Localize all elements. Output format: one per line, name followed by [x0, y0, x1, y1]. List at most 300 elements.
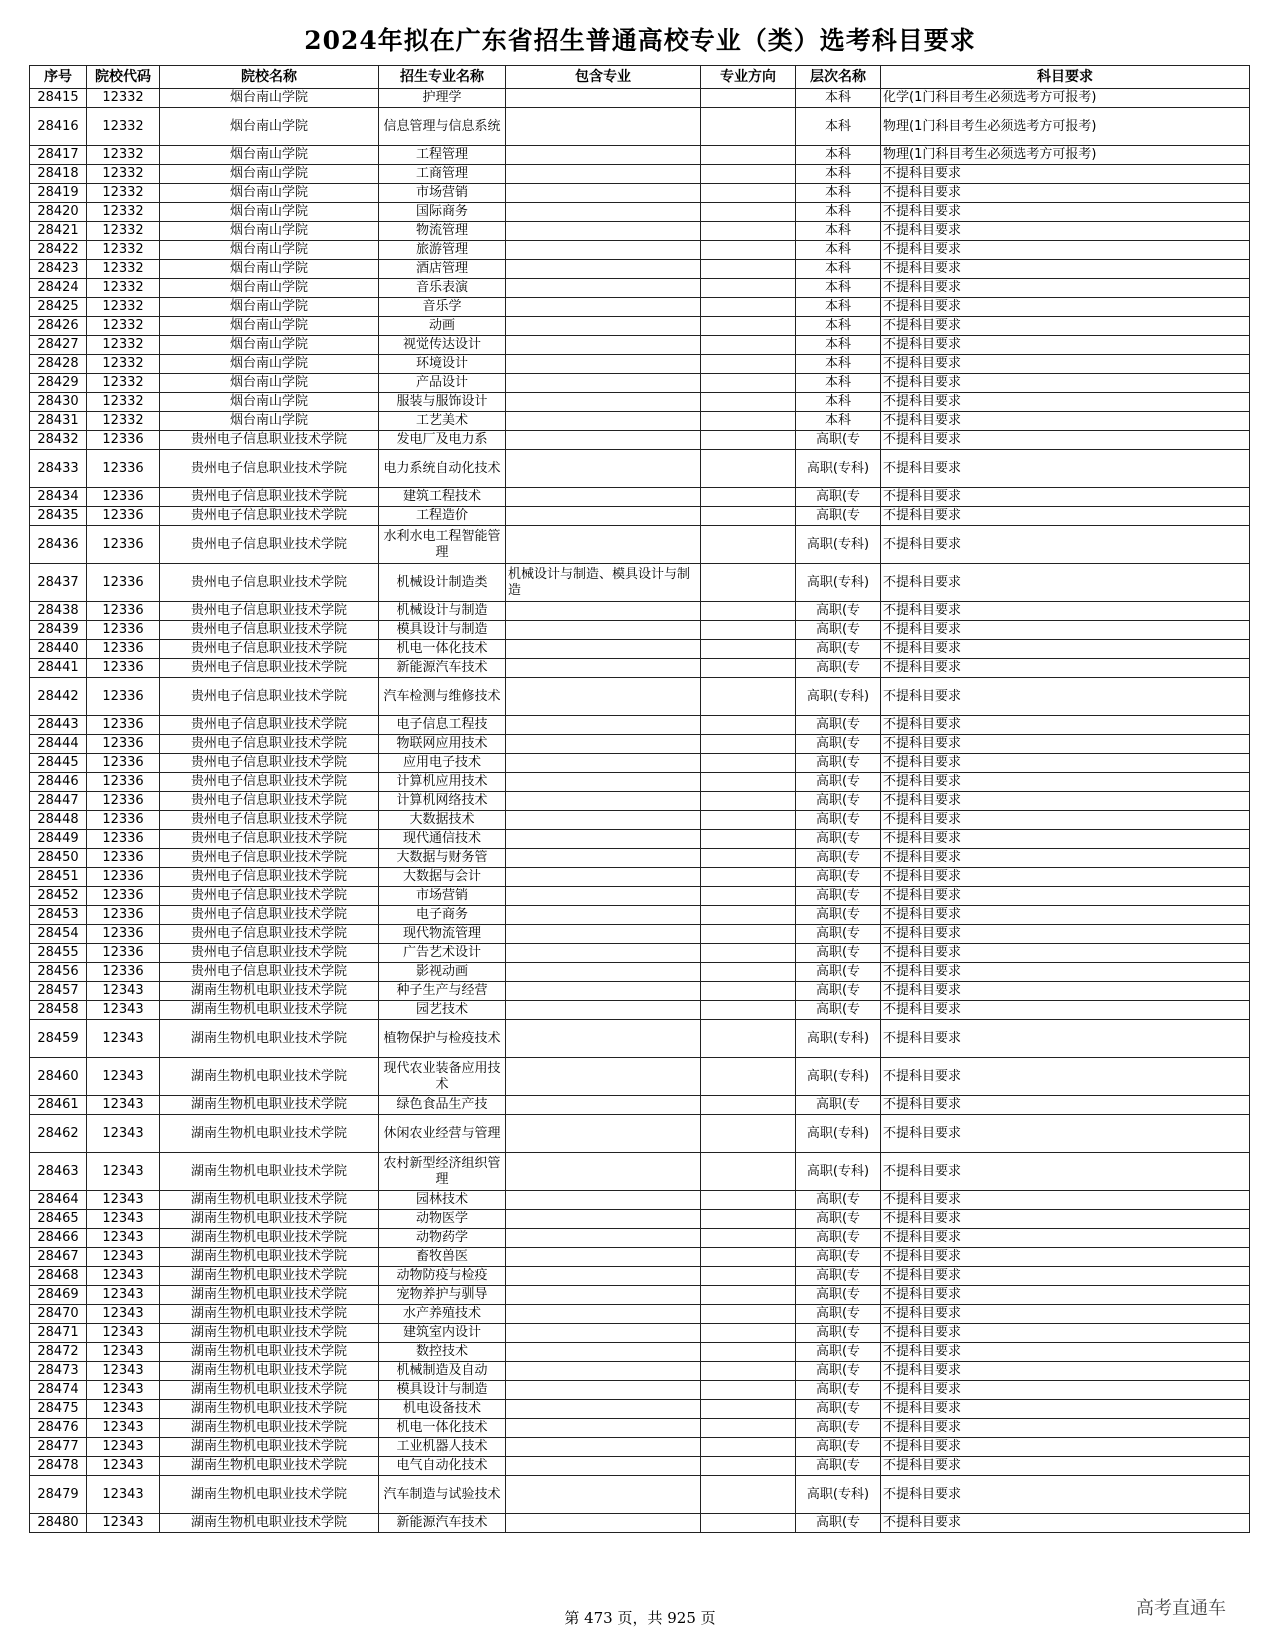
cell-level: 本科	[796, 317, 881, 336]
cell-included-majors	[506, 906, 701, 925]
cell-school-code: 12336	[87, 811, 160, 830]
cell-school-name: 贵州电子信息职业技术学院	[160, 925, 379, 944]
table-row	[30, 830, 1250, 849]
cell-school-name: 贵州电子信息职业技术学院	[160, 526, 379, 564]
cell-seq: 28448	[30, 811, 87, 830]
cell-included-majors	[506, 1343, 701, 1362]
cell-seq: 28457	[30, 982, 87, 1001]
cell-level: 高职(专	[796, 1001, 881, 1020]
cell-school-name: 湖南生物机电职业技术学院	[160, 1020, 379, 1058]
cell-major-direction	[701, 355, 796, 374]
cell-subject-requirement: 不提科目要求	[881, 1115, 1250, 1153]
table-row	[30, 1267, 1250, 1286]
table-row	[30, 203, 1250, 222]
cell-major-name: 新能源汽车技术	[379, 1514, 506, 1533]
cell-school-name: 贵州电子信息职业技术学院	[160, 431, 379, 450]
cell-major-name: 旅游管理	[379, 241, 506, 260]
cell-subject-requirement: 不提科目要求	[881, 336, 1250, 355]
cell-school-code: 12343	[87, 1191, 160, 1210]
cell-seq: 28458	[30, 1001, 87, 1020]
table-row	[30, 1153, 1250, 1191]
cell-seq: 28474	[30, 1381, 87, 1400]
cell-school-code: 12343	[87, 1343, 160, 1362]
cell-major-name: 机械制造及自动	[379, 1362, 506, 1381]
cell-included-majors	[506, 317, 701, 336]
cell-level: 高职(专	[796, 431, 881, 450]
cell-major-name: 模具设计与制造	[379, 1381, 506, 1400]
cell-school-code: 12343	[87, 1229, 160, 1248]
cell-level: 高职(专	[796, 754, 881, 773]
table-row	[30, 1020, 1250, 1058]
cell-major-direction	[701, 146, 796, 165]
cell-level: 高职(专	[796, 887, 881, 906]
cell-major-name: 计算机应用技术	[379, 773, 506, 792]
cell-school-name: 贵州电子信息职业技术学院	[160, 640, 379, 659]
cell-included-majors	[506, 678, 701, 716]
cell-school-name: 烟台南山学院	[160, 165, 379, 184]
cell-school-name: 贵州电子信息职业技术学院	[160, 830, 379, 849]
cell-subject-requirement: 不提科目要求	[881, 944, 1250, 963]
cell-seq: 28426	[30, 317, 87, 336]
cell-major-name: 汽车制造与试验技术	[379, 1476, 506, 1514]
cell-level: 高职(专	[796, 925, 881, 944]
cell-major-direction	[701, 925, 796, 944]
cell-seq: 28476	[30, 1419, 87, 1438]
cell-subject-requirement: 不提科目要求	[881, 830, 1250, 849]
cell-subject-requirement: 不提科目要求	[881, 526, 1250, 564]
cell-school-code: 12336	[87, 678, 160, 716]
cell-major-direction	[701, 393, 796, 412]
cell-included-majors	[506, 1457, 701, 1476]
cell-subject-requirement: 不提科目要求	[881, 1343, 1250, 1362]
cell-school-code: 12336	[87, 773, 160, 792]
cell-included-majors	[506, 526, 701, 564]
cell-school-name: 湖南生物机电职业技术学院	[160, 1514, 379, 1533]
cell-school-name: 贵州电子信息职业技术学院	[160, 716, 379, 735]
cell-major-name: 大数据与会计	[379, 868, 506, 887]
cell-included-majors	[506, 450, 701, 488]
cell-school-code: 12343	[87, 1096, 160, 1115]
cell-major-direction	[701, 602, 796, 621]
cell-major-direction	[701, 773, 796, 792]
cell-major-name: 汽车检测与维修技术	[379, 678, 506, 716]
cell-level: 高职(专	[796, 1191, 881, 1210]
cell-seq: 28440	[30, 640, 87, 659]
cell-major-name: 休闲农业经营与管理	[379, 1115, 506, 1153]
cell-subject-requirement: 不提科目要求	[881, 1210, 1250, 1229]
cell-major-name: 工程管理	[379, 146, 506, 165]
cell-included-majors	[506, 1324, 701, 1343]
cell-seq: 28415	[30, 89, 87, 108]
table-row	[30, 1419, 1250, 1438]
cell-level: 高职(专	[796, 602, 881, 621]
cell-major-name: 现代物流管理	[379, 925, 506, 944]
cell-included-majors	[506, 431, 701, 450]
cell-school-name: 烟台南山学院	[160, 393, 379, 412]
header-subject-requirement: 科目要求	[881, 66, 1250, 89]
cell-subject-requirement: 不提科目要求	[881, 507, 1250, 526]
cell-subject-requirement: 不提科目要求	[881, 887, 1250, 906]
cell-seq: 28444	[30, 735, 87, 754]
cell-level: 本科	[796, 222, 881, 241]
cell-seq: 28434	[30, 488, 87, 507]
cell-major-direction	[701, 488, 796, 507]
cell-subject-requirement: 不提科目要求	[881, 963, 1250, 982]
cell-major-name: 物流管理	[379, 222, 506, 241]
cell-school-name: 贵州电子信息职业技术学院	[160, 659, 379, 678]
cell-major-name: 音乐表演	[379, 279, 506, 298]
cell-school-code: 12332	[87, 184, 160, 203]
cell-major-name: 影视动画	[379, 963, 506, 982]
cell-major-name: 水利水电工程智能管理	[379, 526, 506, 564]
cell-level: 高职(专	[796, 1343, 881, 1362]
cell-included-majors	[506, 184, 701, 203]
cell-major-name: 数控技术	[379, 1343, 506, 1362]
cell-seq: 28451	[30, 868, 87, 887]
table-row	[30, 1400, 1250, 1419]
cell-school-code: 12343	[87, 1020, 160, 1058]
cell-subject-requirement: 不提科目要求	[881, 355, 1250, 374]
cell-school-name: 湖南生物机电职业技术学院	[160, 1248, 379, 1267]
cell-seq: 28437	[30, 564, 87, 602]
cell-included-majors	[506, 849, 701, 868]
table-row	[30, 564, 1250, 602]
cell-major-direction	[701, 564, 796, 602]
cell-school-code: 12343	[87, 1305, 160, 1324]
cell-level: 本科	[796, 241, 881, 260]
cell-seq: 28422	[30, 241, 87, 260]
table-row	[30, 1001, 1250, 1020]
cell-level: 高职(专	[796, 868, 881, 887]
cell-included-majors	[506, 925, 701, 944]
table-row	[30, 868, 1250, 887]
cell-seq: 28459	[30, 1020, 87, 1058]
cell-subject-requirement: 不提科目要求	[881, 412, 1250, 431]
cell-seq: 28433	[30, 450, 87, 488]
cell-school-name: 湖南生物机电职业技术学院	[160, 1362, 379, 1381]
cell-subject-requirement: 不提科目要求	[881, 1324, 1250, 1343]
cell-major-name: 市场营销	[379, 887, 506, 906]
cell-included-majors	[506, 1381, 701, 1400]
cell-major-name: 应用电子技术	[379, 754, 506, 773]
cell-subject-requirement: 不提科目要求	[881, 184, 1250, 203]
cell-school-name: 贵州电子信息职业技术学院	[160, 564, 379, 602]
cell-school-code: 12336	[87, 792, 160, 811]
cell-level: 本科	[796, 412, 881, 431]
cell-major-direction	[701, 1476, 796, 1514]
cell-seq: 28420	[30, 203, 87, 222]
cell-level: 高职(专	[796, 982, 881, 1001]
cell-included-majors	[506, 1400, 701, 1419]
header-school-name: 院校名称	[160, 66, 379, 89]
cell-seq: 28454	[30, 925, 87, 944]
cell-school-code: 12332	[87, 146, 160, 165]
cell-subject-requirement: 不提科目要求	[881, 1419, 1250, 1438]
cell-subject-requirement: 不提科目要求	[881, 1096, 1250, 1115]
cell-school-code: 12336	[87, 488, 160, 507]
cell-subject-requirement: 不提科目要求	[881, 1267, 1250, 1286]
cell-level: 高职(专	[796, 1096, 881, 1115]
cell-subject-requirement: 不提科目要求	[881, 1248, 1250, 1267]
cell-major-direction	[701, 868, 796, 887]
cell-seq: 28421	[30, 222, 87, 241]
table-row	[30, 887, 1250, 906]
cell-major-name: 机电一体化技术	[379, 1419, 506, 1438]
cell-major-name: 建筑室内设计	[379, 1324, 506, 1343]
table-row	[30, 811, 1250, 830]
table-row	[30, 1191, 1250, 1210]
cell-school-code: 12336	[87, 906, 160, 925]
cell-level: 本科	[796, 374, 881, 393]
cell-seq: 28455	[30, 944, 87, 963]
cell-included-majors	[506, 1438, 701, 1457]
cell-major-direction	[701, 260, 796, 279]
cell-major-name: 种子生产与经营	[379, 982, 506, 1001]
cell-included-majors	[506, 754, 701, 773]
cell-level: 高职(专	[796, 1381, 881, 1400]
cell-subject-requirement: 不提科目要求	[881, 450, 1250, 488]
cell-school-name: 贵州电子信息职业技术学院	[160, 963, 379, 982]
cell-school-code: 12332	[87, 298, 160, 317]
cell-level: 高职(专	[796, 963, 881, 982]
cell-major-direction	[701, 1153, 796, 1191]
cell-level: 高职(专	[796, 1210, 881, 1229]
header-school-code: 院校代码	[87, 66, 160, 89]
cell-major-direction	[701, 906, 796, 925]
cell-subject-requirement: 不提科目要求	[881, 982, 1250, 1001]
cell-major-name: 服装与服饰设计	[379, 393, 506, 412]
cell-school-code: 12343	[87, 1001, 160, 1020]
cell-major-name: 模具设计与制造	[379, 621, 506, 640]
cell-major-direction	[701, 1343, 796, 1362]
cell-seq: 28435	[30, 507, 87, 526]
cell-school-code: 12343	[87, 1115, 160, 1153]
cell-school-name: 烟台南山学院	[160, 146, 379, 165]
cell-major-direction	[701, 317, 796, 336]
cell-level: 高职(专	[796, 792, 881, 811]
cell-major-name: 机电一体化技术	[379, 640, 506, 659]
cell-included-majors	[506, 1058, 701, 1096]
table-row	[30, 165, 1250, 184]
table-row	[30, 393, 1250, 412]
cell-major-direction	[701, 298, 796, 317]
cell-major-direction	[701, 1438, 796, 1457]
header-major-name: 招生专业名称	[379, 66, 506, 89]
table-row	[30, 735, 1250, 754]
cell-major-name: 机械设计制造类	[379, 564, 506, 602]
cell-major-direction	[701, 963, 796, 982]
cell-subject-requirement: 不提科目要求	[881, 1400, 1250, 1419]
cell-major-name: 绿色食品生产技	[379, 1096, 506, 1115]
cell-school-code: 12336	[87, 925, 160, 944]
cell-seq: 28464	[30, 1191, 87, 1210]
cell-major-name: 发电厂及电力系	[379, 431, 506, 450]
cell-school-name: 烟台南山学院	[160, 279, 379, 298]
cell-school-code: 12332	[87, 260, 160, 279]
cell-major-name: 产品设计	[379, 374, 506, 393]
cell-seq: 28472	[30, 1343, 87, 1362]
cell-seq: 28453	[30, 906, 87, 925]
cell-major-name: 大数据与财务管	[379, 849, 506, 868]
cell-level: 本科	[796, 146, 881, 165]
cell-subject-requirement: 不提科目要求	[881, 659, 1250, 678]
cell-school-name: 烟台南山学院	[160, 260, 379, 279]
cell-subject-requirement: 不提科目要求	[881, 1457, 1250, 1476]
header-major-direction: 专业方向	[701, 66, 796, 89]
cell-seq: 28466	[30, 1229, 87, 1248]
cell-included-majors	[506, 412, 701, 431]
cell-major-direction	[701, 241, 796, 260]
table-row	[30, 621, 1250, 640]
cell-major-direction	[701, 1267, 796, 1286]
cell-seq: 28478	[30, 1457, 87, 1476]
cell-school-code: 12336	[87, 431, 160, 450]
cell-subject-requirement: 不提科目要求	[881, 792, 1250, 811]
cell-school-code: 12336	[87, 830, 160, 849]
header-included-majors: 包含专业	[506, 66, 701, 89]
cell-major-direction	[701, 89, 796, 108]
cell-included-majors	[506, 1096, 701, 1115]
cell-major-direction	[701, 1058, 796, 1096]
cell-seq: 28479	[30, 1476, 87, 1514]
cell-school-code: 12336	[87, 659, 160, 678]
cell-subject-requirement: 不提科目要求	[881, 849, 1250, 868]
cell-included-majors	[506, 393, 701, 412]
table-row	[30, 450, 1250, 488]
cell-school-name: 湖南生物机电职业技术学院	[160, 1476, 379, 1514]
cell-level: 本科	[796, 203, 881, 222]
cell-school-name: 湖南生物机电职业技术学院	[160, 1096, 379, 1115]
cell-included-majors	[506, 887, 701, 906]
cell-major-direction	[701, 1210, 796, 1229]
cell-school-name: 烟台南山学院	[160, 184, 379, 203]
table-row	[30, 336, 1250, 355]
cell-major-name: 新能源汽车技术	[379, 659, 506, 678]
cell-seq: 28460	[30, 1058, 87, 1096]
table-row	[30, 1210, 1250, 1229]
table-row	[30, 146, 1250, 165]
cell-seq: 28467	[30, 1248, 87, 1267]
cell-included-majors	[506, 621, 701, 640]
cell-included-majors	[506, 716, 701, 735]
cell-major-name: 电子商务	[379, 906, 506, 925]
cell-major-direction	[701, 830, 796, 849]
cell-school-name: 烟台南山学院	[160, 355, 379, 374]
table-row	[30, 1305, 1250, 1324]
cell-major-name: 工程造价	[379, 507, 506, 526]
table-row	[30, 906, 1250, 925]
requirements-table	[29, 65, 1250, 1533]
cell-level: 高职(专科)	[796, 564, 881, 602]
cell-major-name: 现代农业装备应用技术	[379, 1058, 506, 1096]
cell-major-direction	[701, 165, 796, 184]
cell-subject-requirement: 不提科目要求	[881, 564, 1250, 602]
cell-seq: 28477	[30, 1438, 87, 1457]
cell-major-direction	[701, 222, 796, 241]
cell-major-name: 市场营销	[379, 184, 506, 203]
cell-seq: 28446	[30, 773, 87, 792]
table-row	[30, 1058, 1250, 1096]
cell-level: 高职(专	[796, 735, 881, 754]
cell-major-name: 工业机器人技术	[379, 1438, 506, 1457]
cell-included-majors	[506, 146, 701, 165]
cell-included-majors	[506, 1210, 701, 1229]
cell-included-majors	[506, 279, 701, 298]
cell-school-name: 湖南生物机电职业技术学院	[160, 1191, 379, 1210]
cell-seq: 28450	[30, 849, 87, 868]
cell-subject-requirement: 不提科目要求	[881, 1153, 1250, 1191]
table-row	[30, 1457, 1250, 1476]
cell-included-majors	[506, 1001, 701, 1020]
cell-level: 高职(专	[796, 1362, 881, 1381]
cell-included-majors	[506, 1305, 701, 1324]
cell-school-code: 12336	[87, 526, 160, 564]
cell-school-code: 12343	[87, 1514, 160, 1533]
cell-level: 高职(专	[796, 1514, 881, 1533]
cell-major-direction	[701, 1514, 796, 1533]
cell-subject-requirement: 不提科目要求	[881, 165, 1250, 184]
cell-subject-requirement: 不提科目要求	[881, 602, 1250, 621]
cell-school-code: 12343	[87, 1476, 160, 1514]
cell-seq: 28480	[30, 1514, 87, 1533]
cell-major-name: 环境设计	[379, 355, 506, 374]
cell-school-name: 湖南生物机电职业技术学院	[160, 1457, 379, 1476]
cell-major-name: 广告艺术设计	[379, 944, 506, 963]
table-row	[30, 1229, 1250, 1248]
cell-level: 高职(专	[796, 640, 881, 659]
cell-major-name: 园林技术	[379, 1191, 506, 1210]
table-row	[30, 1248, 1250, 1267]
cell-seq: 28468	[30, 1267, 87, 1286]
cell-school-name: 湖南生物机电职业技术学院	[160, 1419, 379, 1438]
cell-school-name: 贵州电子信息职业技术学院	[160, 868, 379, 887]
cell-seq: 28425	[30, 298, 87, 317]
cell-level: 高职(专	[796, 1419, 881, 1438]
cell-school-name: 湖南生物机电职业技术学院	[160, 1343, 379, 1362]
cell-seq: 28475	[30, 1400, 87, 1419]
cell-seq: 28417	[30, 146, 87, 165]
cell-included-majors	[506, 1248, 701, 1267]
table-row	[30, 1115, 1250, 1153]
cell-level: 高职(专	[796, 830, 881, 849]
cell-level: 本科	[796, 165, 881, 184]
cell-included-majors	[506, 1419, 701, 1438]
cell-school-name: 湖南生物机电职业技术学院	[160, 1058, 379, 1096]
cell-school-code: 12332	[87, 279, 160, 298]
cell-school-code: 12336	[87, 944, 160, 963]
cell-seq: 28427	[30, 336, 87, 355]
cell-major-name: 动物药学	[379, 1229, 506, 1248]
table-row	[30, 944, 1250, 963]
cell-major-name: 音乐学	[379, 298, 506, 317]
cell-subject-requirement: 不提科目要求	[881, 1381, 1250, 1400]
cell-school-code: 12343	[87, 1248, 160, 1267]
cell-school-code: 12343	[87, 1419, 160, 1438]
cell-level: 高职(专	[796, 1438, 881, 1457]
cell-school-name: 湖南生物机电职业技术学院	[160, 1305, 379, 1324]
cell-major-direction	[701, 754, 796, 773]
cell-level: 本科	[796, 89, 881, 108]
cell-included-majors	[506, 1286, 701, 1305]
page-footer: 第 473 页，共 925 页	[564, 1609, 716, 1627]
cell-subject-requirement: 不提科目要求	[881, 621, 1250, 640]
cell-seq: 28429	[30, 374, 87, 393]
cell-seq: 28418	[30, 165, 87, 184]
cell-school-code: 12332	[87, 393, 160, 412]
cell-school-name: 贵州电子信息职业技术学院	[160, 621, 379, 640]
cell-seq: 28439	[30, 621, 87, 640]
cell-subject-requirement: 不提科目要求	[881, 1362, 1250, 1381]
